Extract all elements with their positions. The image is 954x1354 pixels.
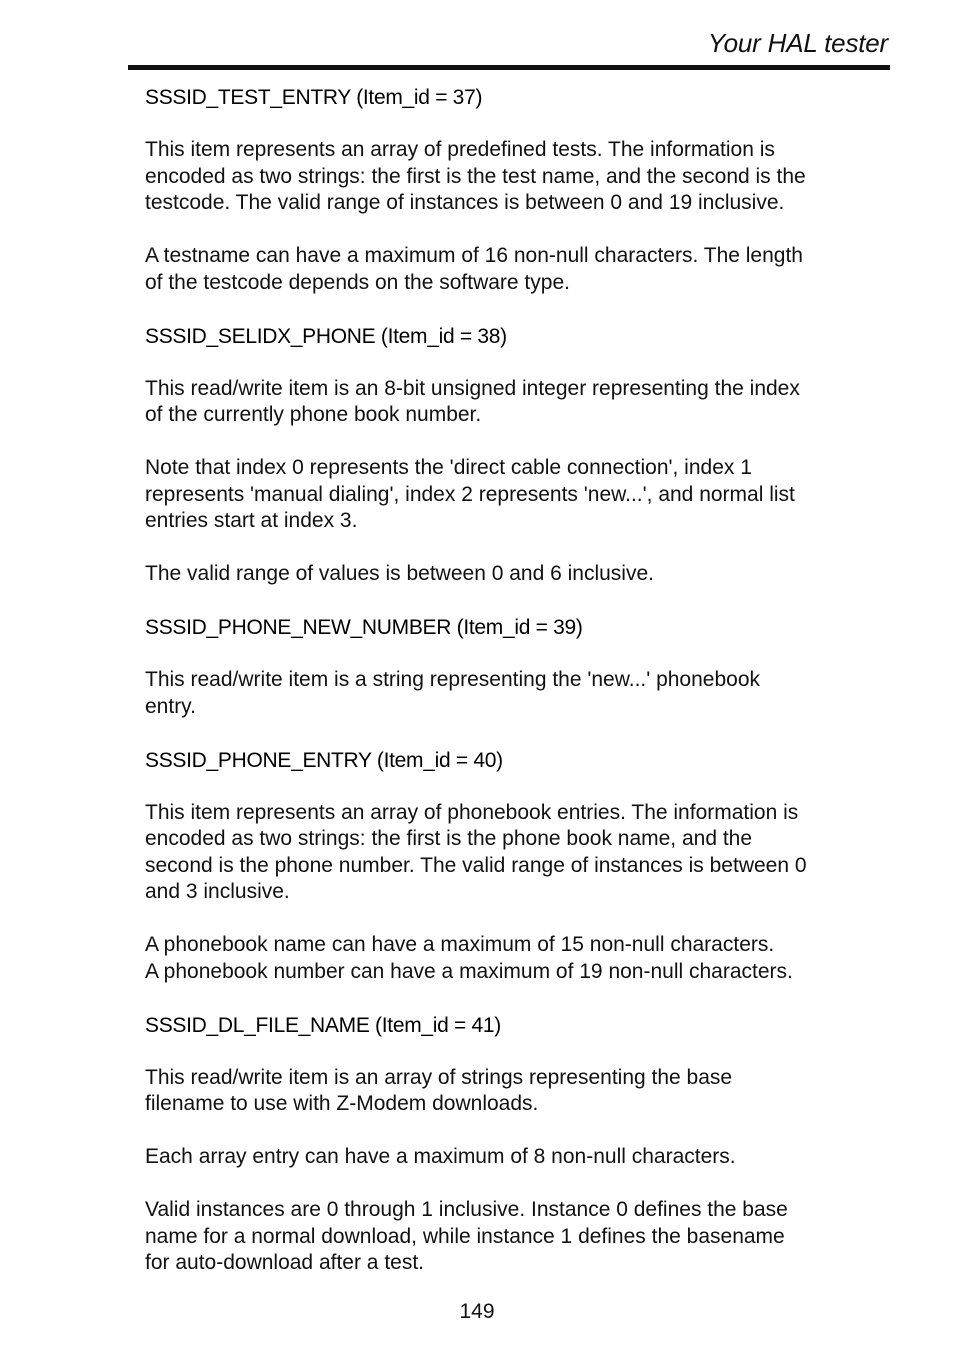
page-number: 149 — [459, 1300, 495, 1323]
paragraph-line: testcode. The valid range of instances is between 0 and 19 inclusive. — [145, 191, 785, 214]
section-heading: SSSID_PHONE_NEW_NUMBER (Item_id = 39) — [145, 616, 583, 639]
paragraph — [145, 1197, 890, 1277]
paragraph-line: name for a normal download, while instance 1 defines the basename — [145, 1224, 785, 1248]
paragraph-line: entries start at index 3. — [145, 509, 358, 532]
paragraph-line: This item represents an array of predefined tests. The information is — [145, 138, 775, 161]
section-heading: SSSID_SELIDX_PHONE (Item_id = 38) — [145, 324, 507, 348]
paragraph-line: Note that index 0 represents the 'direct cable connection', index 1 — [145, 456, 752, 479]
paragraph-line: and 3 inclusive. — [145, 880, 290, 903]
paragraph-line: This item represents an array of phonebook entries. The information is — [145, 800, 799, 824]
paragraph-line: The valid range of values is between 0 and 6 inclusive. — [145, 562, 654, 585]
paragraph-line: A testname can have a maximum of 16 non-null characters. The length — [145, 244, 803, 267]
page-header-title: Your HAL tester — [707, 28, 888, 58]
document-body — [145, 84, 890, 1303]
paragraph-line: A phonebook number can have a maximum of 19 non-null characters. — [145, 959, 793, 983]
paragraph — [145, 137, 890, 217]
paragraph-line: second is the phone number. The valid range of instances is between 0 — [145, 853, 807, 877]
paragraph — [145, 1144, 890, 1171]
paragraph-line: for auto-download after a test. — [145, 1251, 424, 1274]
paragraph-line: Each array entry can have a maximum of 8 non-null characters. — [145, 1145, 736, 1168]
paragraph — [145, 1065, 890, 1118]
header-divider — [128, 65, 890, 70]
paragraph-line: A phonebook name can have a maximum of 15 non-null characters. — [145, 933, 775, 956]
paragraph — [145, 376, 890, 429]
paragraph-line: represents 'manual dialing', index 2 represents 'new...', and normal list — [145, 482, 795, 506]
section-heading: SSSID_DL_FILE_NAME (Item_id = 41) — [145, 1013, 502, 1037]
paragraph-line: encoded as two strings: the first is the test name, and the second is the — [145, 164, 806, 188]
section-heading: SSSID_PHONE_ENTRY (Item_id = 40) — [145, 748, 503, 772]
paragraph-line: This read/write item is an 8-bit unsigned integer representing the index — [145, 376, 800, 400]
paragraph-line: of the currently phone book number. — [145, 403, 482, 426]
paragraph — [145, 561, 890, 588]
paragraph-line: This read/write item is a string representing the 'new...' phonebook — [145, 668, 761, 691]
paragraph — [145, 667, 890, 720]
paragraph — [145, 243, 890, 296]
paragraph-line: Valid instances are 0 through 1 inclusive. Instance 0 defines the base — [145, 1198, 788, 1221]
paragraph — [145, 932, 890, 985]
paragraph — [145, 800, 890, 906]
paragraph — [145, 455, 890, 535]
paragraph-line: filename to use with Z-Modem downloads. — [145, 1092, 539, 1115]
paragraph-line: This read/write item is an array of strings representing the base — [145, 1065, 733, 1089]
paragraph-line: of the testcode depends on the software type. — [145, 270, 570, 294]
paragraph-line: entry. — [145, 694, 196, 718]
paragraph-line: encoded as two strings: the first is the phone book name, and the — [145, 827, 753, 850]
section-heading: SSSID_TEST_ENTRY (Item_id = 37) — [145, 86, 483, 109]
